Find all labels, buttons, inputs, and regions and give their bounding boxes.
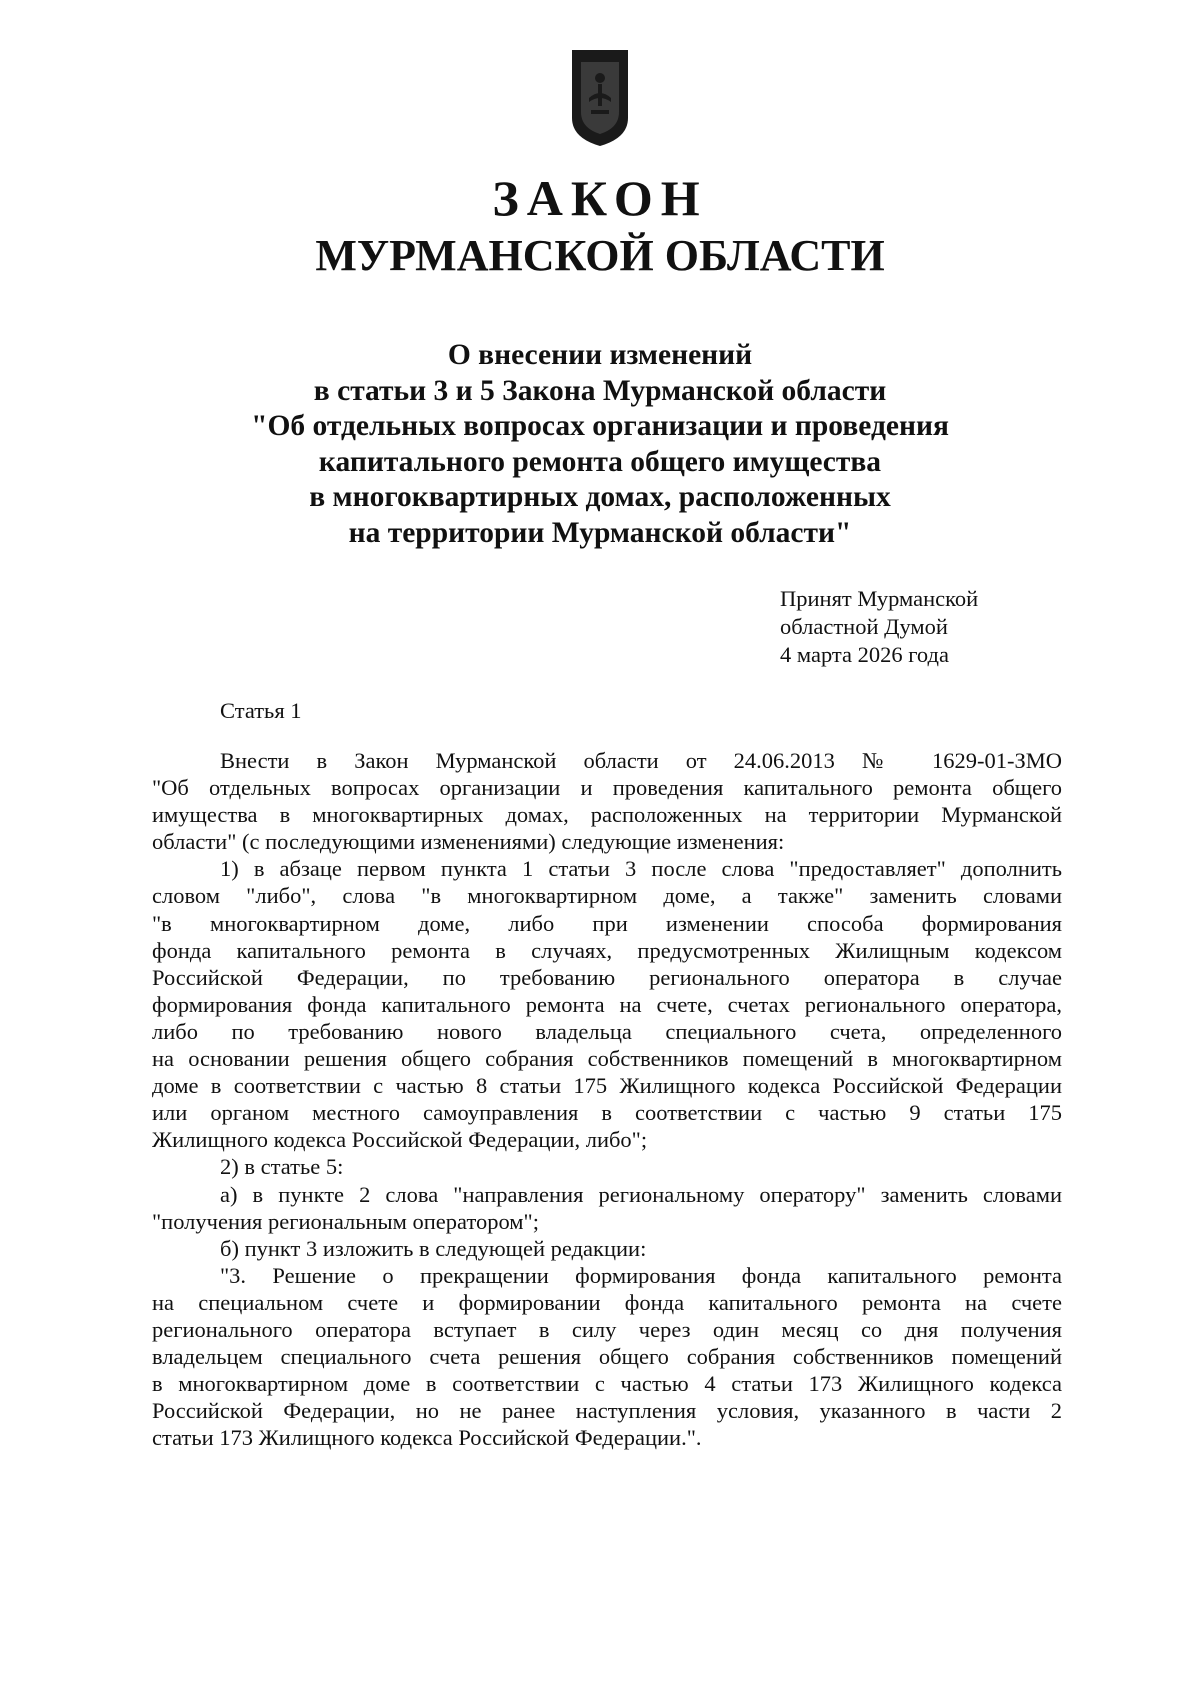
paragraph-quote [152,1262,1062,1452]
adoption-line: 4 марта 2026 года [780,642,949,667]
text-line: "3. Решение о прекращении формирования фонда капитального ремонта [220,1262,1062,1288]
subject-line: на территории Мурманской области" [348,516,852,549]
text-line: владельцем специального счета решения общего собрания собственников помещений [152,1344,1062,1370]
adoption-line: областной Думой [780,614,948,639]
text-line: "в многоквартирном доме, либо при изменении способа формирования [152,910,1062,936]
subject-line: О внесении изменений [447,339,753,371]
text-line: "Об отдельных вопросах организации и проведения капитального ремонта общего [152,775,1062,801]
text-line: на специальном счете и формировании фонда капитального ремонта на счете [152,1289,1062,1315]
text-line: 2) в статье 5: [220,1154,344,1180]
text-line: фонда капитального ремонта в случаях, предусмотренных Жилищным кодексом [152,937,1062,963]
adoption-line: Принят Мурманской [780,586,979,611]
paragraph-item-2a [152,1181,1062,1235]
law-subject [0,338,1200,551]
text-line: Российской Федерации, но не ранее наступления условия, указанного в части 2 [152,1398,1062,1424]
text-line: области" (с последующими изменениями) следующие изменения: [152,829,785,855]
text-line: доме в соответствии с частью 8 статьи 175 Жилищного кодекса Российской Федерации [152,1073,1062,1099]
coat-of-arms-icon [569,48,631,148]
text-line: словом "либо", слова "в многоквартирном доме, а также" заменить словами [152,883,1062,909]
article-body [152,747,1062,1451]
text-line: статьи 173 Жилищного кодекса Российской Федерации.". [152,1425,702,1451]
paragraph-intro [152,747,1062,855]
text-line: Российской Федерации, по требованию регионального оператора в случае [152,964,1062,990]
subject-line: "Об отдельных вопросах организации и проведения [251,410,949,442]
text-line: регионального оператора вступает в силу через один месяц со дня получения [152,1316,1062,1342]
paragraph-item-2 [152,1153,1062,1180]
text-line: либо по требованию нового владельца специального счета, определенного [152,1018,1062,1044]
text-line: б) пункт 3 изложить в следующей редакции: [220,1235,647,1261]
text-line: "получения региональным оператором"; [152,1208,539,1234]
text-line: имущества в многоквартирных домах, расположенных на территории Мурманской [152,802,1062,828]
text-line: на основании решения общего собрания собственников помещений в многоквартирном [152,1046,1062,1072]
subject-line: в статьи 3 и 5 Закона Мурманской области [313,374,887,407]
text-line: 1) в абзаце первом пункта 1 статьи 3 после слова "предоставляет" дополнить [220,856,1062,882]
text-line: формирования фонда капитального ремонта на счете, счетах регионального оператора, [152,991,1062,1017]
article-heading: Статья 1 [220,698,302,723]
text-line: или органом местного самоуправления в соответствии с частью 9 статьи 175 [152,1100,1062,1126]
text-line: Жилищного кодекса Российской Федерации, либо"; [152,1127,648,1153]
subject-line: в многоквартирных домах, расположенных [309,481,891,513]
text-line: а) в пункте 2 слова "направления региональному оператору" заменить словами [220,1181,1062,1207]
paragraph-item-1 [152,855,1062,1153]
paragraph-item-2b [152,1235,1062,1262]
adoption-note [780,585,978,669]
document-title: ЗАКОН [492,170,708,226]
subject-line: капитального ремонта общего имущества [318,445,882,478]
document-subtitle: МУРМАНСКОЙ ОБЛАСТИ [315,231,885,280]
text-line: Внести в Закон Мурманской области от 24.06.2013 № 1629-01-ЗМО [220,748,1062,773]
text-line: в многоквартирном доме в соответствии с частью 4 статьи 173 Жилищного кодекса [152,1371,1062,1397]
